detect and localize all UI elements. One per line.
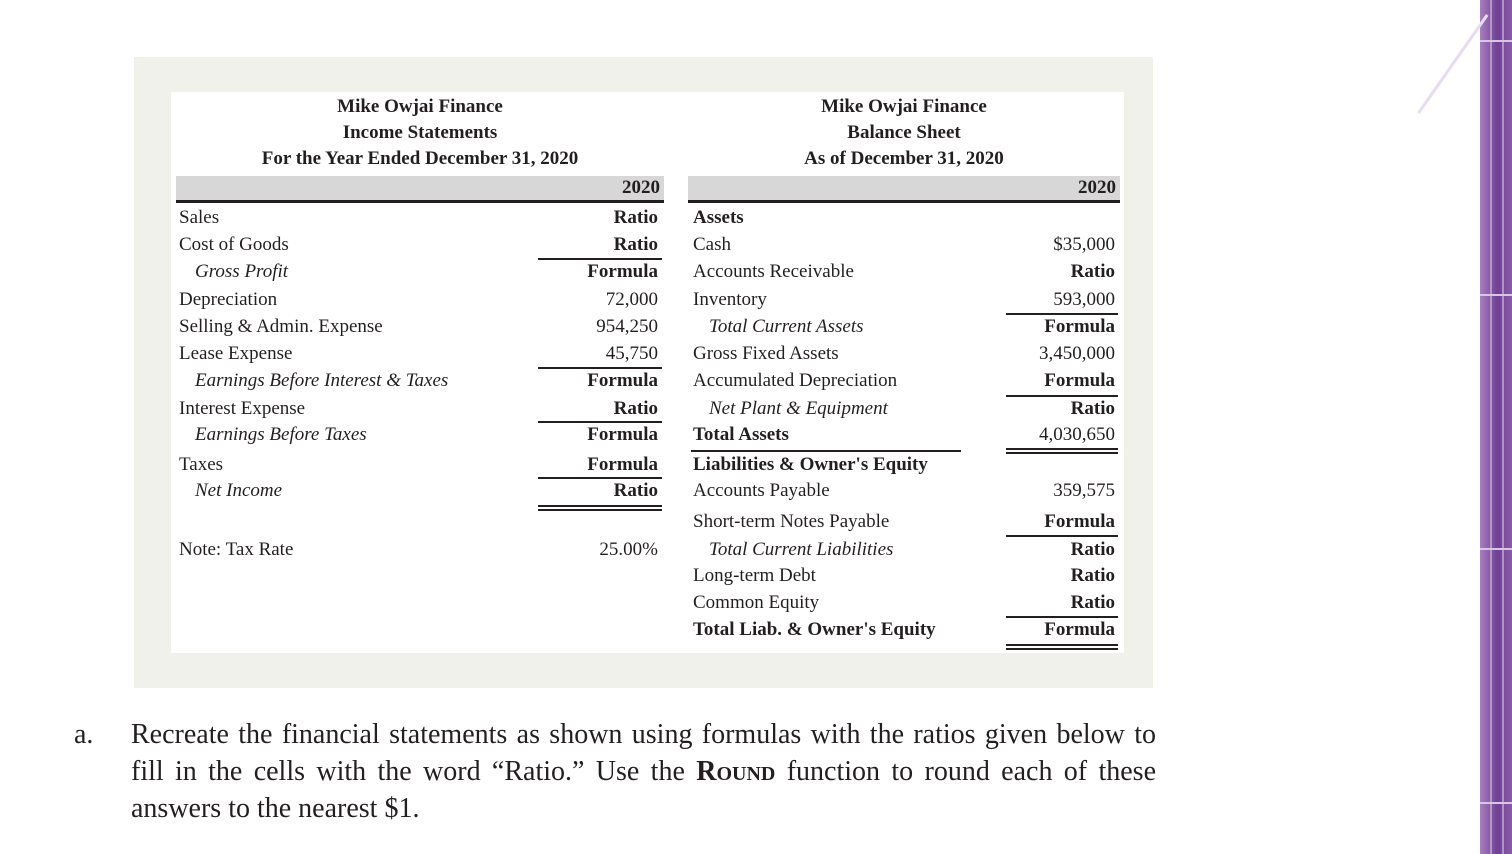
row-value: Ratio <box>1070 261 1115 282</box>
row-value: Formula <box>1044 316 1115 337</box>
income-underline <box>538 477 662 479</box>
row-label: Cost of Goods <box>179 234 289 255</box>
row-label: Short-term Notes Payable <box>693 511 890 532</box>
decorative-side-stripe <box>1480 0 1512 854</box>
balance-underline <box>1006 395 1118 397</box>
row-value: 72,000 <box>605 289 658 310</box>
income-company-name: Mike Owjai Finance <box>337 96 503 117</box>
balance-double-underline <box>1006 448 1118 450</box>
row-value: Ratio <box>613 207 658 228</box>
income-double-underline <box>538 509 662 511</box>
balance-double-underline <box>1006 452 1118 454</box>
income-underline <box>538 421 662 423</box>
note-label: Note: Tax Rate <box>179 539 294 560</box>
row-label: Total Assets <box>693 424 789 445</box>
balance-underline <box>1006 535 1118 537</box>
row-value: Formula <box>1044 619 1115 640</box>
row-label: Lease Expense <box>179 343 293 364</box>
row-value: 45,750 <box>605 343 658 364</box>
row-label: Net Income <box>195 480 283 501</box>
row-value: Formula <box>587 424 658 445</box>
row-label: Accumulated Depreciation <box>693 370 898 391</box>
row-value: Formula <box>587 261 658 282</box>
row-label: Inventory <box>693 289 767 310</box>
row-value: Formula <box>1044 511 1115 532</box>
row-value: Formula <box>587 454 658 475</box>
question-text-start: Recreate the financial statements as shown using formulas with the ratios given below to fill in the cells with the word “Ratio.” Use the <box>131 719 1156 787</box>
balance-underline <box>1006 616 1118 618</box>
income-statement-title: Income Statements <box>342 122 498 143</box>
question-text-end: function to round each of these answers to the nearest $1. <box>131 756 1156 824</box>
row-label: Sales <box>179 207 220 228</box>
row-label: Gross Fixed Assets <box>693 343 839 364</box>
round-function-name: Round <box>696 756 776 787</box>
row-label: Earnings Before Interest & Taxes <box>195 370 449 391</box>
row-label: Assets <box>693 207 744 228</box>
income-double-underline <box>538 505 662 507</box>
row-label: Taxes <box>179 454 224 475</box>
row-label: Common Equity <box>693 592 820 613</box>
row-value: Ratio <box>1070 565 1115 586</box>
liabilities-heading-rule <box>691 450 961 452</box>
income-statement-period: For the Year Ended December 31, 2020 <box>261 148 579 169</box>
row-value: Formula <box>1044 370 1115 391</box>
row-value: Ratio <box>613 398 658 419</box>
balance-year-header <box>688 176 1120 203</box>
row-label: Liabilities & Owner's Equity <box>693 454 928 475</box>
balance-double-underline <box>1006 648 1118 650</box>
row-label: Total Current Liabilities <box>709 539 894 560</box>
row-label: Depreciation <box>179 289 278 310</box>
row-value: 593,000 <box>1053 289 1115 310</box>
row-label: Net Plant & Equipment <box>709 398 888 419</box>
note-value: 25.00% <box>599 539 658 560</box>
row-label: Accounts Receivable <box>693 261 854 282</box>
row-label: Interest Expense <box>179 398 306 419</box>
row-value: Ratio <box>1070 398 1115 419</box>
question-marker: a. <box>74 719 94 750</box>
income-year-label: 2020 <box>622 177 660 198</box>
row-value: Formula <box>587 370 658 391</box>
balance-sheet-title: Balance Sheet <box>847 122 961 143</box>
row-value: Ratio <box>1070 539 1115 560</box>
row-value: 359,575 <box>1053 480 1115 501</box>
row-value: Ratio <box>1070 592 1115 613</box>
row-value: 954,250 <box>596 316 658 337</box>
row-value: Ratio <box>613 480 658 501</box>
row-value: Ratio <box>613 234 658 255</box>
balance-sheet-header <box>688 94 1120 172</box>
row-value: 4,030,650 <box>1039 424 1115 445</box>
balance-sheet-period: As of December 31, 2020 <box>804 148 1004 169</box>
balance-year-label: 2020 <box>1078 177 1116 198</box>
row-label: Long-term Debt <box>693 565 816 586</box>
balance-company-name: Mike Owjai Finance <box>821 96 987 117</box>
income-underline <box>538 367 662 369</box>
row-label: Gross Profit <box>195 261 289 282</box>
income-year-header <box>176 176 664 203</box>
row-label: Accounts Payable <box>693 480 830 501</box>
row-label: Earnings Before Taxes <box>195 424 367 445</box>
question-text <box>131 716 1156 827</box>
income-underline <box>538 258 662 260</box>
row-label: Total Liab. & Owner's Equity <box>693 619 936 640</box>
row-value: $35,000 <box>1053 234 1115 255</box>
row-label: Selling & Admin. Expense <box>179 316 383 337</box>
row-value: 3,450,000 <box>1039 343 1115 364</box>
row-label: Cash <box>693 234 731 255</box>
balance-underline <box>1006 313 1118 315</box>
row-label: Total Current Assets <box>709 316 864 337</box>
balance-double-underline <box>1006 644 1118 646</box>
income-statement-header <box>176 94 664 172</box>
